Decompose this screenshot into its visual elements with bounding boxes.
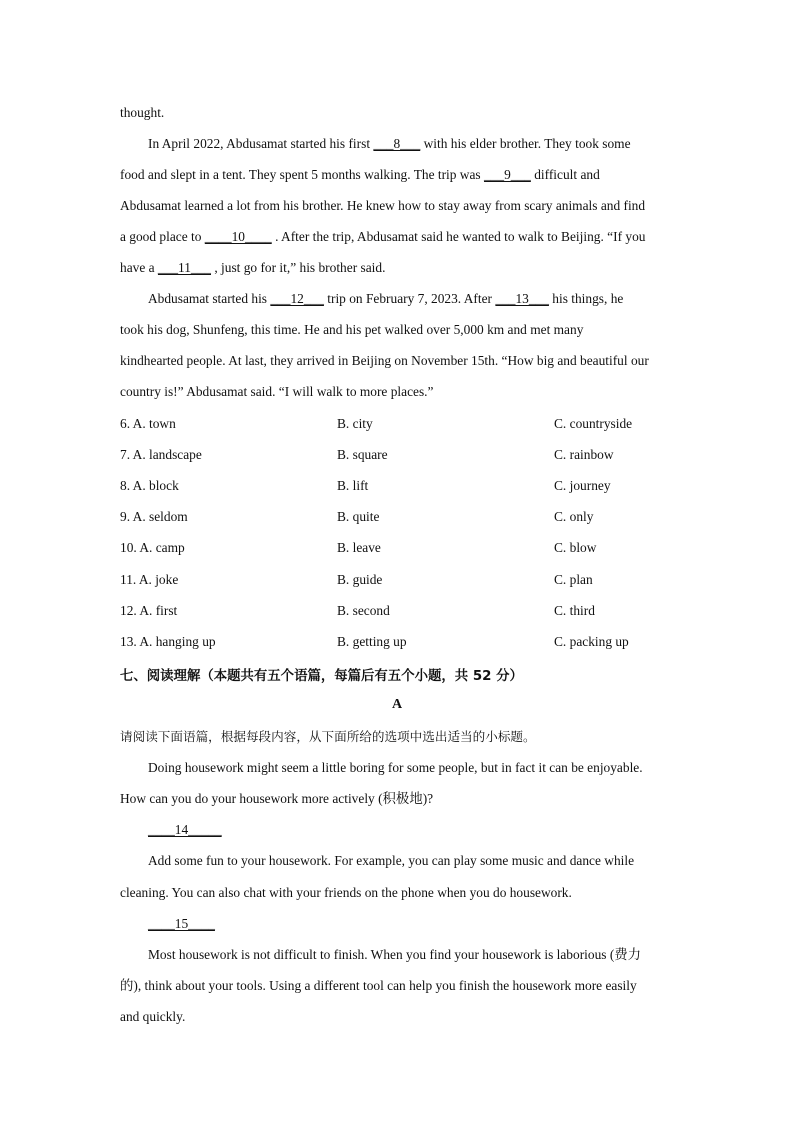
option-row-10 (120, 540, 680, 558)
passage-line-4 (120, 197, 690, 215)
option-a: 11. A. joke (120, 572, 179, 587)
option-row-6 (120, 416, 680, 434)
section-heading: 七、阅读理解（本题共有五个语篇，每篇后有五个小题，共 52 分） (120, 669, 523, 684)
option-a: 12. A. first (120, 603, 178, 618)
option-row-9 (120, 509, 680, 527)
reading-p3-line-2: 的), think about your tools. Using a different tool can help you finish the housework more easily (120, 978, 637, 993)
option-b: B. quite (337, 509, 380, 524)
heading-blank-15 (148, 915, 690, 933)
option-a: 6. A. town (120, 416, 176, 431)
option-row-12 (120, 603, 680, 621)
blank-11: ___11___ (157, 260, 211, 275)
passage-line-8 (120, 321, 690, 339)
text: Abdusamat started his (148, 291, 271, 306)
blank-13: ___13___ (495, 291, 549, 306)
part-label: A (391, 697, 403, 712)
option-row-11 (120, 572, 680, 590)
option-a: 13. A. hanging up (120, 634, 216, 649)
text: difficult and (530, 167, 600, 182)
option-c: C. countryside (554, 416, 633, 431)
option-c: C. only (554, 509, 594, 524)
text: a good place to (120, 229, 205, 244)
option-a: 7. A. landscape (120, 447, 202, 462)
blank-9: ___9___ (483, 167, 531, 182)
heading-blank-14 (148, 821, 690, 839)
reading-p2-line-1: Add some fun to your housework. For example, you can play some music and dance while (148, 853, 635, 868)
passage-line-10 (120, 383, 690, 401)
blank-10: ____10____ (204, 229, 272, 244)
passage-line-7 (148, 290, 690, 308)
passage-line-5 (120, 228, 690, 246)
option-a: 9. A. seldom (120, 509, 188, 524)
text: trip on February 7, 2023. After (323, 291, 496, 306)
text: , just go for it,” his brother said. (211, 260, 386, 275)
passage-line-3 (120, 166, 690, 184)
option-a: 10. A. camp (120, 540, 185, 555)
passage-line-9 (120, 352, 690, 370)
passage-line-2 (148, 135, 690, 153)
text: Abdusamat learned a lot from his brother. He knew how to stay away from scary animals and find (120, 198, 646, 213)
reading-p1-line-1: Doing housework might seem a little boring for some people, but in fact it can be enjoyable. (148, 760, 643, 775)
text: . After the trip, Abdusamat said he wanted to walk to Beijing. “If you (271, 229, 646, 244)
option-c: C. packing up (554, 634, 629, 649)
text: took his dog, Shunfeng, this time. He and his pet walked over 5,000 km and met many (120, 322, 584, 337)
text: food and slept in a tent. They spent 5 months walking. The trip was (120, 167, 484, 182)
text: kindhearted people. At last, they arrived in Beijing on November 15th. “How big and beautiful our (120, 353, 649, 368)
reading-p1-line-2: How can you do your housework more actively (积极地)? (120, 791, 434, 806)
option-c: C. journey (554, 478, 611, 493)
blank-14: ____14_____ (148, 822, 222, 837)
reading-p3-line-1: Most housework is not difficult to finish. When you find your housework is laborious (费力 (148, 947, 642, 962)
text: have a (120, 260, 158, 275)
option-c: C. third (554, 603, 595, 618)
option-row-7 (120, 447, 680, 465)
text: thought. (120, 105, 165, 120)
option-b: B. city (337, 416, 373, 431)
text: country is!” Abdusamat said. “I will walk to more places.” (120, 384, 434, 399)
section-instruction: 请阅读下面语篇，根据每段内容，从下面所给的选项中选出适当的小标题。 (120, 729, 536, 744)
option-c: C. rainbow (554, 447, 614, 462)
option-row-8 (120, 478, 680, 496)
blank-12: ___12___ (270, 291, 324, 306)
option-row-13 (120, 634, 680, 652)
passage-line-1 (120, 104, 690, 122)
text: his things, he (548, 291, 624, 306)
passage-line-6 (120, 259, 690, 277)
blank-8: ___8___ (373, 136, 421, 151)
option-b: B. getting up (337, 634, 407, 649)
option-b: B. second (337, 603, 390, 618)
reading-p3-line-3: and quickly. (120, 1009, 186, 1024)
option-c: C. blow (554, 540, 597, 555)
option-b: B. lift (337, 478, 369, 493)
option-a: 8. A. block (120, 478, 179, 493)
reading-p2-line-2: cleaning. You can also chat with your friends on the phone when you do housework. (120, 885, 572, 900)
option-c: C. plan (554, 572, 593, 587)
option-b: B. leave (337, 540, 381, 555)
text: In April 2022, Abdusamat started his first (148, 136, 374, 151)
blank-15: ____15____ (148, 916, 215, 931)
option-b: B. guide (337, 572, 383, 587)
text: with his elder brother. They took some (420, 136, 631, 151)
option-b: B. square (337, 447, 388, 462)
